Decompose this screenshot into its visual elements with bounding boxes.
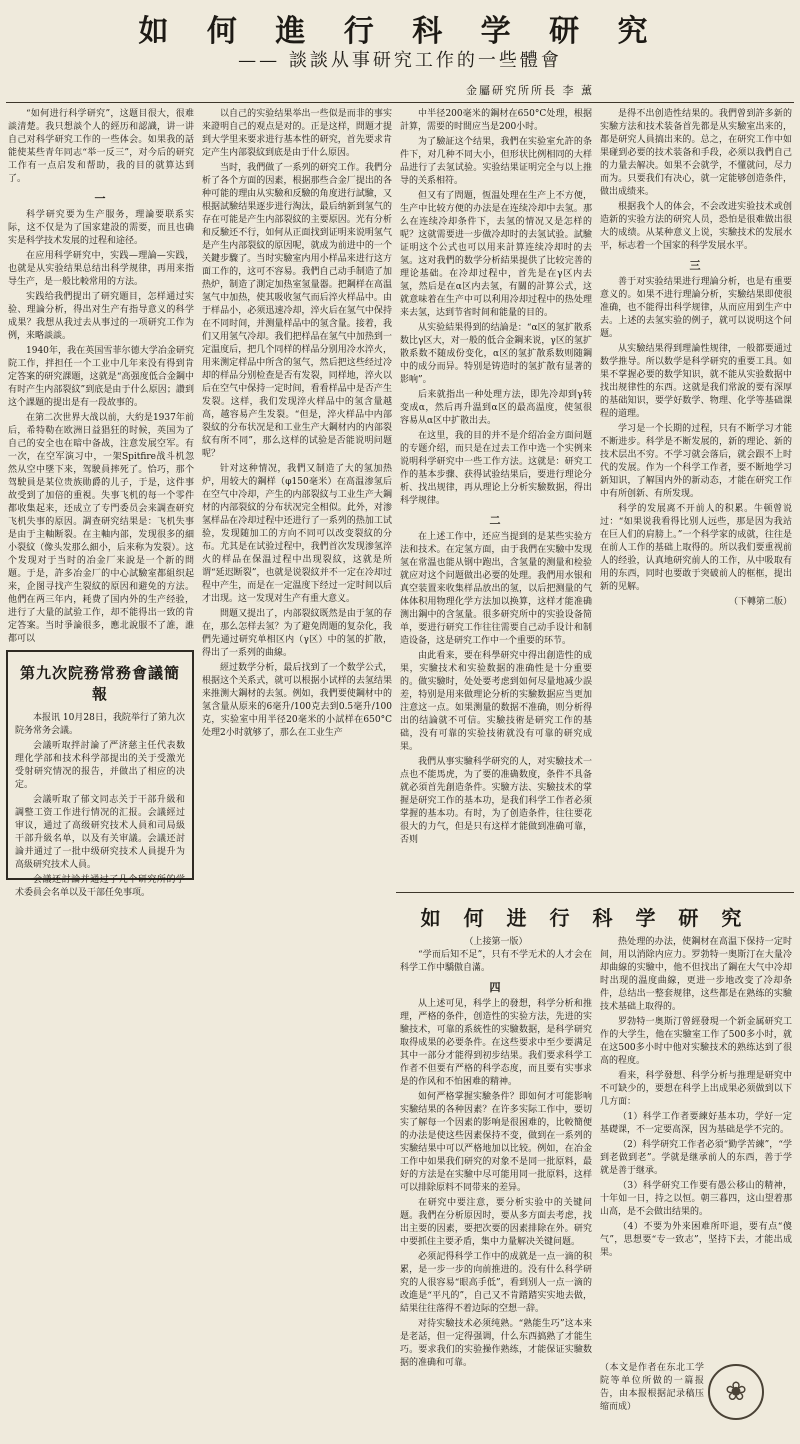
note-text: （本文是作者在东北工学院等单位所做的一篇报告，由本报根据記录稿压缩而成） <box>600 1363 704 1412</box>
paragraph: 在上述工作中，还应当提到的是某些实验方法和技术。在定氢方面，由于我們在实驗中发现氢在常温也能从钢中跑出，含氢量的测量和检验就应对这个问题做出必要的处理。我們用水银和真空装置来收集样品放出的氢，以后把测量的气体体积用物理化学方法加以换算，这样才能准确测出鋼中的含氢量。很多研究所中的实验设备简单，要进行研究工作往往需要自己动手设计和制造设备，这是研究工作中一个重要的环节。 <box>400 532 592 646</box>
paragraph: 問題又提出了，内部裂紋既然是由于氢的存在，那么怎样去氢？为了避免問題的复杂化，我們先通过研究单相区内（γ区）中的氢的扩散，得出了一系列的曲線。 <box>202 609 392 658</box>
byline: 金屬研究所所長 李 薰 <box>466 84 594 97</box>
paragraph: 以自己的实验结果举出一些似是而非的事实来證明自己的观点是对的。正是这样，問題才提到大学里来要求进行基本性的研究，首先要求肯定产生内部裂紋到底是由于什么原因。 <box>202 109 392 158</box>
continued-column-1 <box>400 936 592 1436</box>
paragraph: 从实驗结果得到理論性规律，一般都要通过数学推导。所以数学是科学研究的重要工具。如果不掌握必要的数学知识，就不能从实验数据中找出规律性的东西。这就是我们常說的要有深厚的基础知识，要学好数学、物理、化学等基础课程的道理。 <box>600 344 792 419</box>
paragraph: 中半径200毫米的鋼材在650°C处理，根据計算，需要的时間应当是200小时。 <box>400 109 592 132</box>
column-1 <box>8 108 194 644</box>
paragraph: 当时，我們做了一系列的研究工作。我們分析了各个方面的因素，根据那些合金厂提出的各种可能的理由从实驗和反驗的角度进行試驗，又根据試驗结果逐步进行淘汰，最后纳新到氢气的存在可能是产生内部裂紋的主要原因。光有分析和反驗还不行，如何从正面找到证明来说明氢气是产生内部裂紋的原因呢，就成为前进中的一个关鍵步驟了。当时实驗室内用小样品来进行这方面工作的，这可不容易。我們自己动手制造了加热炉，制造了測定加热室氢量器。把鋼样在高温氢气中加热，使其吸收氢气而后淬火样品中。由于样品小，必须迅速冷却，淬火后在氢气中保持在不同时间，并测量样品中的氢含量。接着，我们又用氢气冷却。我们把样品在氢气中加热到一定温度后，把几个同样的样品分别用冷水淬火，用来测定样品中所含的氢气，然后把这些经过冷却的样品分别检查是否有发裂，同样地，淬火以后在空气中保持一定时间，看看样品中是否产生发裂。这样，我们发现淬火样品中的氢含量越高，越容易产生发裂。“但是，淬火样品中内部裂紋的分布状况是和工业生产大鋼材内的内部裂紋有所不同”，那么这样的试验是否能说明问题呢？ <box>202 163 392 459</box>
continued-column-2 <box>600 936 792 1360</box>
paragraph: 但又有了問題，恆温处理在生产上不方便，生产中比较方便的办法是在连续冷却中去氢。那么在连续冷却条件下，去氢的情况又是怎样的呢？这就需要进一步做冷却时的去氢试验。試驗证明这个公式也可以用来計算连续冷却时的去氢。这对我們的数学分析結果提供了比较完善的理论基础。在冷却过程中，首先是在γ区内去氢，然后是在α区内去氢，有關的計算公式，这就意味着在生产中可以利用冷却过程中的热处理来去氢，达到节省时间和能量的目的。 <box>400 191 592 318</box>
paragraph: 我們从事实驗科学研究的人，对实驗技术一点也不能馬虎，为了要的准确数度，条件不具备就必須首先創造条件。实驗方法、实驗技术的掌握是研究工作的基本功，是我们科学工作者必须掌握的基本功。有时，为了创造条件，往往要花很大的力气，但是只有这样才能做到准确可靠，否则 <box>400 757 592 845</box>
article-title: 如 何 進 行 科 学 研 究 <box>138 14 662 49</box>
paragraph: 后来就指出一种处理方法，即先冷却到γ转变成α，然后再升温到α区的最高温度，使氢很容易从α区中扩散出去。 <box>400 390 592 426</box>
paragraph: 經过数学分析，最后找到了一个数学公式，根据这个关系式，就可以根据小试样的去氢结果来推测大鋼材的去氢。例如，我們要使鋼材中的氢含量从原来的6毫升/100克去到0.5毫升/100克，实验室中用半径20毫米的小試样在650°C处理2小时就够了，那么在工业生产 <box>202 663 392 738</box>
paragraph: （1）科学工作者要練好基本功，学好一定基礎课，不一定要高深，因为基础是学不完的。 <box>600 1112 792 1135</box>
paragraph: （4）不要为外来困难所吓退，要有点“傻气”，思想要“专一致志”，坚持下去，才能出成果。 <box>600 1222 792 1258</box>
paragraph: 科学的发展离不开前人的积累。牛顿曾说过：“如果说我看得比别人远些，那是因为我站在巨人们的肩膀上。”一个科学家的成就，往往是在前人工作的基础上取得的。所以我们要重视前人的经验，认真地研究前人的工作，从中吸取有用的东西，同时也要敢于突破前人的框框，提出新的见解。 <box>600 504 792 592</box>
flower-ornament-icon: ❀ <box>708 1364 764 1420</box>
continued-note: （下轉第二版） <box>728 597 792 607</box>
notice-box <box>6 650 194 898</box>
paragraph: 由此看来，要在科學研究中得出創造性的成果，实驗技术和实验数据的准确性是十分重要的。做实驗时，处处要考虑到如何尽量地减少誤差，特别是用来做理论分析的实驗数据应当更加注意这一点。如果测量的数据不准确，则分析得出的结論就不可信。实驗技術是研究工作的基础，没有可靠的实验技術就没有可靠的研究成果。 <box>400 651 592 752</box>
paragraph: 必须記得科学工作中的成就是一点一滴的积累，是一步一步的向前推进的。没有什么科学研究的人很容易“眼高手低”，看到别人一点一滴的改進是“平凡的”，自己又不肯踏踏实实地去做，結果往往落得不着边际的空想一辞。 <box>400 1252 592 1314</box>
notice-paragraph: 会議听取了郁文同志关于干部升級和調整工资工作进行情况的汇报。会議經过审议，通过了高级研究技术人員和司局級干部升級名单，以及有关审議。会議还討論并通过了一批中级研究技术人員提升为高級研究技术人員。 <box>15 795 185 870</box>
paragraph: “学而后知不足”，只有不学无术的人才会在科学工作中驕傲自滿。 <box>400 950 592 973</box>
column-2 <box>202 108 392 878</box>
paragraph: 如何严格掌握实驗条件？即如何才可能影响实驗结果的各种因素？在许多实际工作中，要切实了解每一个因素的影响是很困难的，比較簡便的办法是使这些因素保持不变，做到在一系列的实驗结果中可以严格地加以比较。例如，在冶金工作中如果我们研究的对象不是同一批原料，最好的方法是在实驗中尽可能用同一批原料，这样可以排除原料不同带来的差异。 <box>400 1092 592 1193</box>
paragraph: 根据我个人的体会，不会改进实验技术或创造新的实验方法的研究人员，恐怕是很难做出很大的成绩。从某种意义上说，实驗技术的发展水平，标志着一个国家的科学发展水平。 <box>600 202 792 251</box>
section-heading: 一 <box>94 192 108 205</box>
paragraph: 罗勃特一奥斯汀曾經發現一个新金属研究工作的大学生，他在实驗室工作了500多小时，就在这500多小时中他对实驗技术的熟练达到了很高的程度。 <box>600 1017 792 1066</box>
divider-rule <box>396 892 794 893</box>
header-rule <box>6 102 794 103</box>
notice-paragraph: 本报讯 10月28日，我院举行了第九次院务常务会議。 <box>15 713 185 736</box>
section-heading: 四 <box>489 981 503 994</box>
paragraph: 对待实驗技术必须纯熟。“熟能生巧”这本来是老話，但一定得强调，什么东西搞熟了才能生巧。要求我们的实验操作熟练，才能保证实驗数据的准确和可靠。 <box>400 1319 592 1368</box>
author-note <box>600 1362 704 1436</box>
paragraph: （2）科学研究工作者必須“勤学苦練”，“学到老做到老”。学就是继承前人的东西，善于学就是善于继承。 <box>600 1140 792 1176</box>
paragraph: 从上述可见，科学上的發想，科学分析和推理，严格的条件，创造性的实验方法，先进的实驗技术，可靠的系統性的实驗数据，是科学研究取得成果的必要条件。在这些要求中至少要满足其中一部分才能得到初步结果。我们要求科学工作者不但要有严格的科学态度，而且要有实事求是的作风和不怕困难的精神。 <box>400 999 592 1087</box>
notice-paragraph: 会議听取拌討論了严济慈主任代表数理化学部和技术科学部提出的关于受激光受射研究情况的报告，并做出了相应的决定。 <box>15 741 185 790</box>
paragraph: 为了驗証这个结果，我們在实验室允許的条件下，对几种不同大小，但形状比例相同的大样品进行了去氢试验。实验结果证明完全与以上推导的关系相符。 <box>400 137 592 186</box>
paragraph: 是得不出创造性结果的。我們曾到許多新的实驗方法和技术装备首先都是从实驗室出来的，都是研究人員搞出来的。总之，在研究工作中如果碰到必要的技术装备和手段，必须以我們自己的力量去解决。如果不会就学，不懂就问，尽力而为。只要我们有决心，就一定能够创造条件，做出成绩来。 <box>600 109 792 197</box>
paragraph: 科学研究要为生产服务，理論要联系实际，这不仅是为了国家建設的需要，而且也确实是科学技术发展的过程和途径。 <box>8 210 194 246</box>
article-subtitle: —— 談談从事研究工作的一些體會 <box>238 50 562 71</box>
column-4 <box>600 108 792 884</box>
column-3 <box>400 108 592 884</box>
paragraph: 从实验結果得到的结論是：“α区的氢扩散系数比γ区大，对一般的低合金鋼来说，γ区的氢扩散系数不随成份变化，α区的氢扩散系数则随鋼中的成分而异。特别是铸造时的氢扩散有显著的影响”。 <box>400 323 592 385</box>
paragraph: 在研究中要注意，要分析实验中的关键问题。我們在分析原因时，要从多方面去考虑，找出主要的因素，要把次要的因素排除在外。研究中要抓住主要矛盾，集中力量解决关键问题。 <box>400 1198 592 1247</box>
section-heading: 二 <box>489 514 503 527</box>
paragraph: “如何进行科学研究”，这题目很大，很难談清楚。我只想談个人的經历和認識，讲一讲自己对科学研究工作的一些体会。如果我的話能使某些青年同志“举一反三”，对今后的研究工作有一点启发和帮助，我的目的就算达到了。 <box>8 109 194 184</box>
paragraph: 1940年，我在英国雪菲尔德大学冶金研究院工作，拌担任一个工业中几年来没有得到肯定答案的研究課題，这就是“高强度低合金鋼中有时产生内部裂紋”到底是由于什么原因；讚到这个課題的提出是有一段故事的。 <box>8 346 194 408</box>
continued-from-note: （上接第一版） <box>464 937 528 947</box>
continued-title: 如 何 进 行 科 学 研 究 <box>420 906 750 930</box>
section-heading: 三 <box>689 259 703 272</box>
paragraph: 在第二次世界大战以前，大約是1937年前后，希特勒在欧洲日益猖狂的时候，英国为了自己的安全也在暗中备战，注意发展空军。有一次，在空军演习中，一架Spitfire战斗机忽然从空中墜下来，驾駛員摔死了。恰巧，那个驾駛員是某位贵族勛爵的儿子，于是，这件事故受到了加倍的重視。失事飞机的每一个零件都收集起来，还成立了专門委员会来調查研究飞机失事的原因。調查研究结果是：飞机失事是由于主軸断裂。在主軸内部，发现很多的細小裂紋（像头发那么細小，后来称为发裂）。这个发现对于当时的冶金厂来說是一个新的問題。于是，許多冶金厂的中心試驗室都組织起来，企图寻找产生裂紋的原因和避免的方法。他們在两三年内，耗费了国内外的生产经验，进行了大量的試验工作，却不能得出一致的肯定答案。当时爭論很多，應北說服不了誰，誰都可以 <box>8 413 194 644</box>
notice-paragraph: 会議还討論并通过了几个研究所的学术委員会名单以及干部任免事项。 <box>15 875 185 898</box>
paragraph: （3）科学研究工作要有愚公移山的精神，十年如一日，持之以恒。朝三暮四，这山望着那山高，是不会做出结果的。 <box>600 1181 792 1217</box>
paragraph: 看来，科学發想、科学分析与推理是研究中不可缺少的，要想在科学上出成果必须做到以下几方面： <box>600 1071 792 1107</box>
paragraph: 在这里，我的目的并不是介绍冶金方面问题的专题介绍，而只是在过去工作中选一个实例来说明科学研究中一些工作方法。这就是：研究工作的基本步骤、获得试验结果后，要进行理论分析、找出规律，再从理论上分析实驗数据，得出科学规律。 <box>400 431 592 506</box>
notice-heading: 第九次院務常務會議簡報 <box>19 664 180 703</box>
paragraph: 针对这种情况，我們又制造了大的氢加热炉，用较大的鋼样（φ150毫米）在高温渗氢后在空气中冷却，产生的内部裂紋与工业生产大鋼材的内部裂紋的分布状况完全相似。此外，对渗氢样品在冷却过程中还进行了一系列的热加工试验，发现随加工的方向不同可以改变裂紋的分布。尤其是在试验过程中，我們首次发现渗氢淬火的样品在保温过程中出现裂紋，这就是所谓“延迟断裂”，也就是说裂紋并不一定在冷却过程中产生，而是在一定温度下经过一定时间以后才出现。这一发现对生产有重大意义。 <box>202 464 392 604</box>
paragraph: 善于对实验结果进行理論分析，也是有重要意义的。如果不进行理論分析，实驗结果即使很准确，也不能得出科学规律，从而应用到生产中去。上述的去氢实验的例子，就可以说明这个问题。 <box>600 277 792 339</box>
paragraph: 学习是一个长期的过程，只有不断学习才能不断进步。科学是不断发展的，新的理论、新的技术层出不穷。不学习就会落后，就会跟不上时代的发展。作为一个科学工作者，要不断地学习新知识，了解国内外的新动态，才能在研究工作中有所创新、有所发现。 <box>600 424 792 499</box>
paragraph: 实践给我們提出了研究題目，怎样通过实验、理論分析，得出对生产有指导意义的科学成果？我想从我过去从事过的一项研究工作为例，来略談談。 <box>8 292 194 341</box>
paragraph: 在应用科学研究中，实践—理論—实践，也就是从实验结果总结出科学规律，再用来指导生产，是一般比較常用的方法。 <box>8 251 194 287</box>
paragraph: 热处理的办法，使鋼材在高温下保持一定时间，用以消除内应力。罗勃特一奥斯汀在大量冷却曲線的实驗中，他不但找出了鋼在大气中冷却时出现的温度曲線，更进一步地改变了冷却条件，总结出一整套规律，这些都是在熟练的实驗技术基础上取得的。 <box>600 937 792 1012</box>
